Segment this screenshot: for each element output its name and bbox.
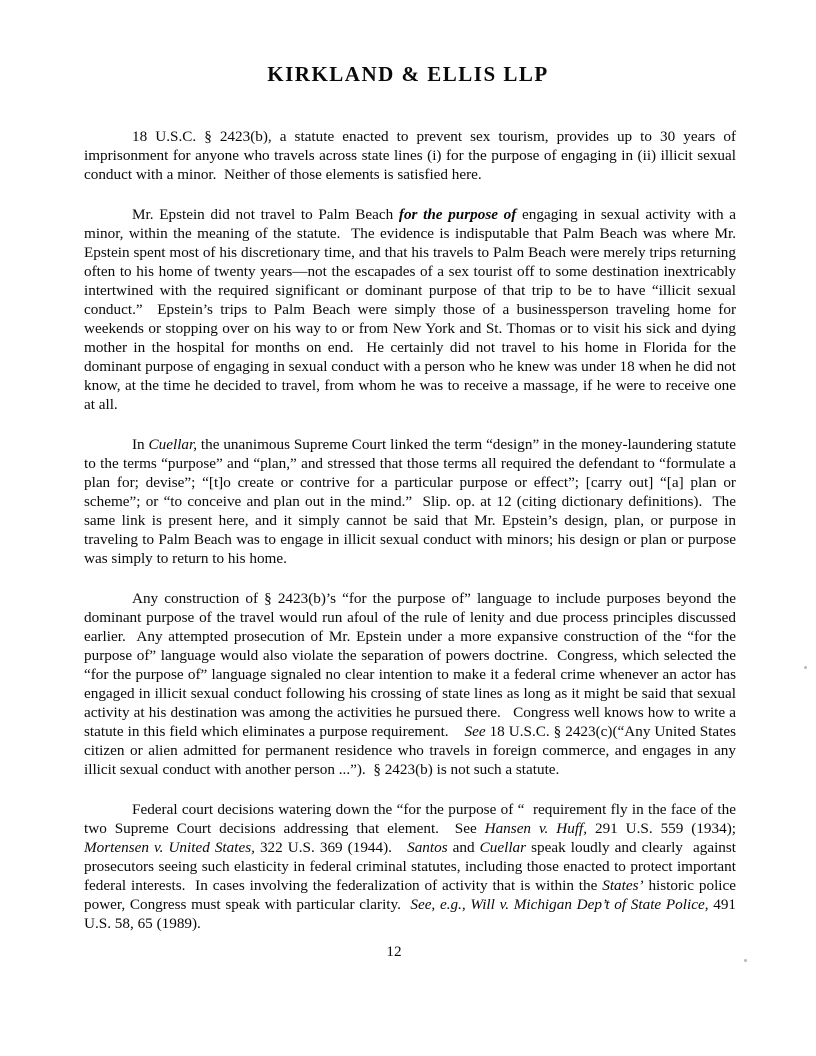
- paragraph: [84, 800, 740, 933]
- text-segment: In: [132, 436, 149, 453]
- paragraph: [84, 205, 740, 414]
- text-segment: Mortensen v. United States,: [84, 839, 255, 856]
- text-segment: engaging in sexual activity with a minor, within the meaning of the statute. The evidence is indisputable that Palm Beach was where Mr. Epstein spent most of his discretionary time, and that his travels to Palm Beach were merely trips returning often to his home of twenty years—not the escapades of a sex tourist off to some destination inextricably intertwined with the required significant or dominant purpose of that trip to be to have “illicit sexual conduct.” Epstein’s trips to Palm Beach were simply those of a businessperson traveling home for weekends or stopping over on his way to or from New York and St. Thomas or to visit his sick and dying mother in the hospital for months on end. He certainly did not travel to his home in Florida for the dominant purpose of engaging in sexual conduct with a person who he knew was under 18 when he did not know, at the time he decided to travel, from whom he was to receive a massage, if he were to receive one at all.: [84, 206, 740, 413]
- text-segment: See: [464, 723, 486, 740]
- document-body: [84, 127, 740, 954]
- text-segment: historic police power, Congress must speak with particular clarity.: [84, 877, 740, 913]
- text-segment: 291 U.S. 559 (1934);: [587, 820, 740, 837]
- text-segment: Cuellar,: [148, 436, 198, 453]
- text-segment: 18 U.S.C. § 2423(b), a statute enacted to prevent sex tourism, provides up to 30 years of imprisonment for anyone who travels across state lines (i) for the purpose of engaging in (ii) illicit sexual conduct with a minor. Neither of those elements is satisfied here.: [84, 128, 740, 183]
- text-segment: speak loudly and clearly against prosecutors seeing such elasticity in federal criminal statutes, including those enacted to protect important federal interests. In cases involving the federalization of activity that is within the: [84, 839, 740, 894]
- text-segment: , 491 U.S. 58, 65 (1989).: [84, 896, 740, 932]
- text-segment: 18 U.S.C. § 2423(c)(“Any United States citizen or alien admitted for permanent residence who travels in foreign commerce, and engages in any illicit sexual conduct with another person ...”). § 2423(b) is not such a statute.: [84, 723, 740, 778]
- scan-speck: [744, 959, 747, 962]
- paragraph: [84, 589, 740, 779]
- text-segment: 322 U.S. 369 (1944).: [254, 839, 408, 856]
- text-segment: Mr. Epstein did not travel to Palm Beach: [132, 206, 399, 223]
- text-segment: States’: [602, 877, 644, 894]
- firm-header: KIRKLAND & ELLIS LLP: [267, 62, 549, 86]
- scan-speck: [804, 666, 807, 669]
- page-number: 12: [386, 943, 402, 960]
- text-segment: Federal court decisions watering down the “for the purpose of “ requirement fly in the face of the two Supreme Court decisions addressing that element. See: [84, 801, 740, 837]
- text-segment: and: [447, 839, 480, 856]
- text-segment: Hansen v. Huff,: [484, 820, 588, 837]
- paragraph: [84, 127, 740, 184]
- text-segment: Cuellar: [479, 839, 527, 856]
- text-segment: See, e.g., Will v. Michigan Dep’t of State Police: [410, 896, 705, 913]
- text-segment: the unanimous Supreme Court linked the term “design” in the money-laundering statute to the terms “purpose” and “plan,” and stressed that those terms all required the defendant to “formulate a plan for; devise”; “[t]o create or contrive for a particular purpose or effect”; [carry out] “[a] plan or scheme”; or “to conceive and plan out in the mind.” Slip. op. at 12 (citing dictionary definitions). The same link is present here, and it simply cannot be said that Mr. Epstein’s design, plan, or purpose in traveling to Palm Beach was to engage in illicit sexual conduct with minors; his design or plan or purpose was simply to return to his home.: [84, 436, 740, 567]
- text-segment: for the purpose of: [398, 206, 517, 223]
- text-segment: Any construction of § 2423(b)’s “for the purpose of” language to include purposes beyond the dominant purpose of the travel would run afoul of the rule of lenity and due process principles discussed earlier. Any attempted prosecution of Mr. Epstein under a more expansive construction of the “for the purpose of” language would also violate the separation of powers doctrine. Congress, which selected the “for the purpose of” language signaled no clear intention to make it a federal crime whenever an actor has engaged in illicit sexual conduct following his crossing of state lines as long as it might be said that sexual activity at his destination was among the activities he pursued there. Congress well knows how to write a statute in this field which eliminates a purpose requirement.: [84, 590, 740, 740]
- text-segment: Santos: [407, 839, 448, 856]
- paragraph: [84, 435, 740, 568]
